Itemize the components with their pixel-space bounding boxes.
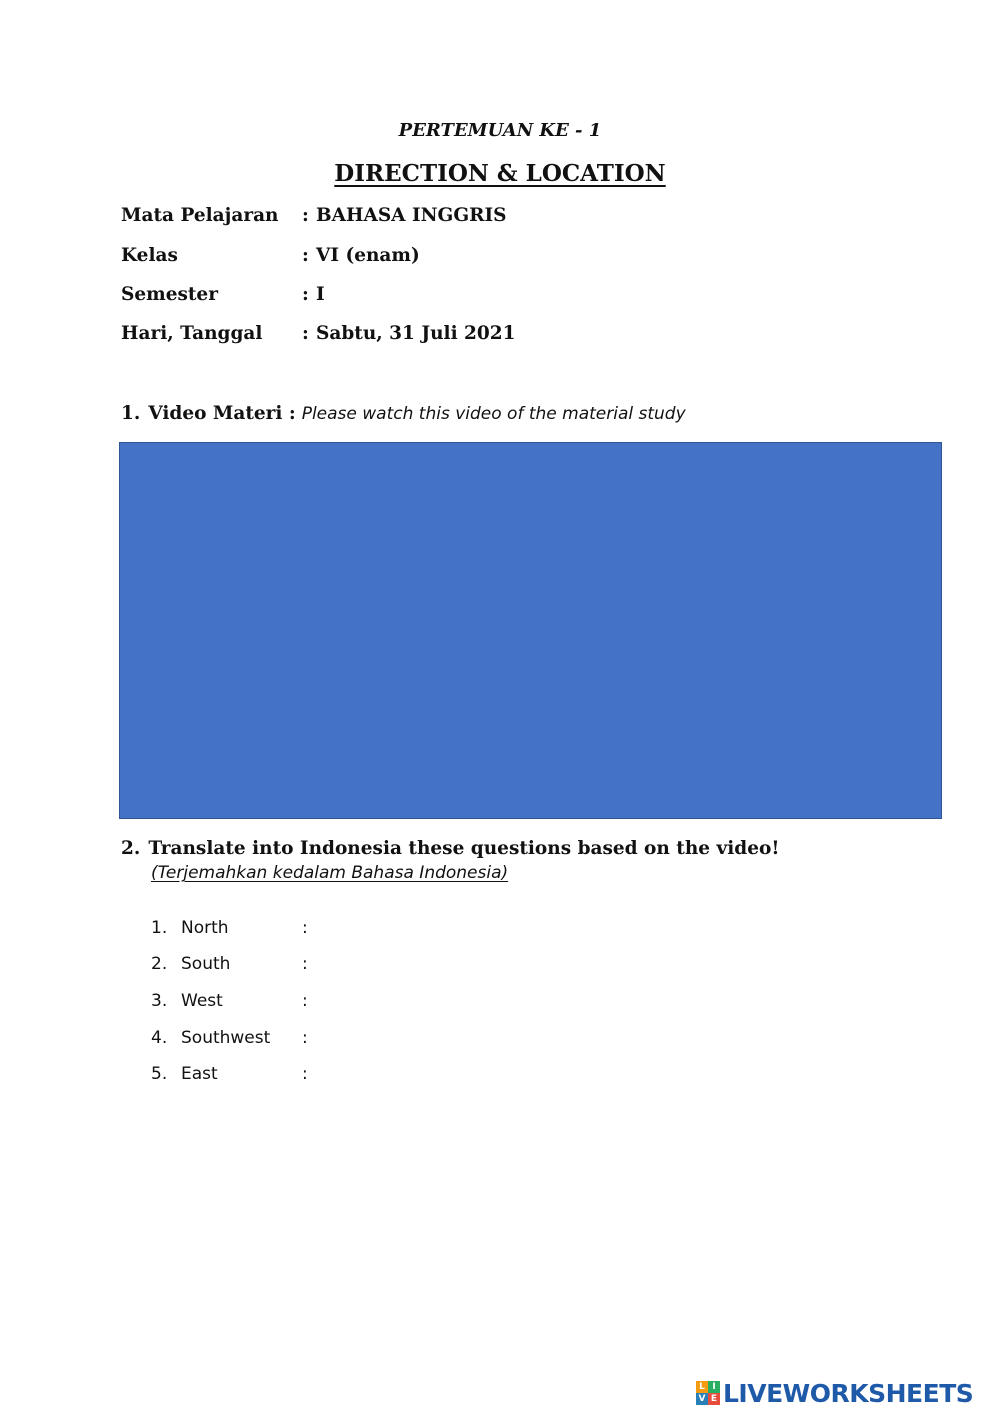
badge-letter: V xyxy=(696,1393,708,1405)
question-word: Southwest xyxy=(181,1028,271,1048)
badge-letter: L xyxy=(696,1381,708,1393)
badge-letter: I xyxy=(708,1381,720,1393)
meta-label: Mata Pelajaran xyxy=(121,205,279,226)
meta-colon: : xyxy=(302,284,309,305)
section-heading: Video Materi : xyxy=(148,403,296,424)
question-word: West xyxy=(181,991,223,1011)
question-word: East xyxy=(181,1064,218,1084)
section-video-header xyxy=(121,401,686,427)
question-word: South xyxy=(181,954,231,974)
meta-label: Hari, Tanggal xyxy=(121,323,263,344)
question-word: North xyxy=(181,918,229,938)
liveworksheets-badge-icon xyxy=(696,1381,720,1405)
answer-field[interactable]: : xyxy=(302,918,308,938)
question-number: 5. xyxy=(151,1064,168,1084)
meta-value: I xyxy=(316,284,325,305)
section-number: 2. xyxy=(121,838,141,859)
meta-label: Semester xyxy=(121,284,218,305)
meta-colon: : xyxy=(302,323,309,344)
question-number: 1. xyxy=(151,918,168,938)
badge-letter: E xyxy=(708,1393,720,1405)
logo-text: LIVEWORKSHEETS xyxy=(723,1378,974,1408)
page-title: DIRECTION & LOCATION xyxy=(334,160,666,187)
section-number: 1. xyxy=(121,403,141,424)
meta-colon: : xyxy=(302,205,309,226)
meta-value: VI (enam) xyxy=(316,245,420,266)
liveworksheets-logo xyxy=(696,1377,973,1409)
answer-field[interactable]: : xyxy=(302,991,308,1011)
question-number: 4. xyxy=(151,1028,168,1048)
meta-value: Sabtu, 31 Juli 2021 xyxy=(316,323,516,344)
meta-label: Kelas xyxy=(121,245,178,266)
section-subtitle: Please watch this video of the material study xyxy=(301,404,686,424)
question-number: 3. xyxy=(151,991,168,1011)
video-player[interactable] xyxy=(119,442,942,819)
section-subtitle: (Terjemahkan kedalam Bahasa Indonesia) xyxy=(151,863,509,883)
answer-field[interactable]: : xyxy=(302,1028,308,1048)
meeting-label: PERTEMUAN KE - 1 xyxy=(398,120,602,141)
question-number: 2. xyxy=(151,954,168,974)
answer-field[interactable]: : xyxy=(302,954,308,974)
meta-colon: : xyxy=(302,245,309,266)
meta-value: BAHASA INGGRIS xyxy=(316,205,507,226)
answer-field[interactable]: : xyxy=(302,1064,308,1084)
section-translate-header xyxy=(121,836,779,862)
section-heading: Translate into Indonesia these questions based on the video! xyxy=(148,838,780,859)
